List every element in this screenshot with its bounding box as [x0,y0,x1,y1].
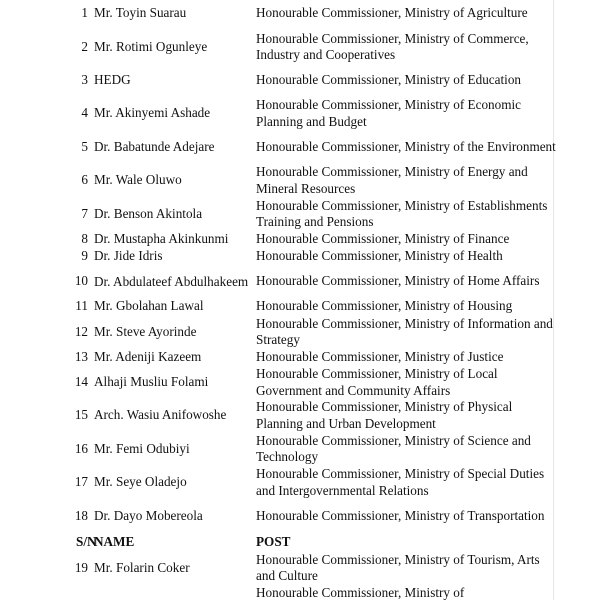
post-cell: Honourable Commissioner, Ministry of Local Government and Community Affairs [256,366,498,398]
sn-cell: 8 [81,231,88,247]
name-cell: Arch. Wasiu Anifowoshe [94,407,227,423]
table-row [0,164,560,197]
table-row [0,0,560,30]
name-cell: Alhaji Musliu Folami [94,374,209,390]
table-row [0,315,560,349]
table-row [0,231,560,248]
name-cell: Mr. Steve Ayorinde [94,323,197,339]
post-cell: Honourable Commissioner, Ministry of Economic Planning and Budget [256,97,522,129]
name-cell: Dr. Abdulateef Abdulhakeem [94,274,249,289]
sn-cell: 13 [74,349,88,365]
table-row [0,499,560,533]
post-cell: Honourable Commissioner, Ministry of Information and Strategy [256,315,553,347]
table-row [0,466,560,499]
sn-cell: 19 [74,559,88,575]
sn-cell: 12 [74,323,88,339]
table-row [0,399,560,432]
post-cell: Honourable Commissioner, Ministry of Housing [256,298,513,314]
name-cell: Dr. Dayo Mobereola [94,507,203,523]
name-cell: Dr. Mustapha Akinkunmi [94,231,229,247]
post-cell: Honourable Commissioner, Ministry of Establishments Training and Pensions [256,197,548,229]
table-header-row [0,533,560,551]
table-row [0,349,560,366]
name-cell: Mr. Femi Odubiyi [94,440,190,456]
table-row [0,248,560,265]
sn-cell: 14 [74,374,88,390]
table-row [0,197,560,231]
name-cell: Dr. Babatunde Adejare [94,138,215,154]
post-cell: Honourable Commissioner, Ministry of [256,585,465,600]
table-row [0,366,560,399]
table-row [0,265,560,298]
table-row [0,551,560,585]
post-cell: Honourable Commissioner, Ministry of Education [256,72,522,88]
table-row [0,30,560,64]
table-row [0,64,560,97]
post-cell: Honourable Commissioner, Ministry of Transportation [256,507,545,523]
post-cell: Honourable Commissioner, Ministry of Health [256,248,503,264]
post-cell: Honourable Commissioner, Ministry of Tourism, Arts and Culture [256,551,540,583]
name-cell: Mr. Adeniji Kazeem [94,349,202,365]
table-row [0,432,560,466]
table-row [0,585,560,600]
sn-cell: 1 [81,5,88,21]
sn-cell: 3 [81,72,88,88]
sn-cell: 5 [81,138,88,154]
name-cell: Mr. Folarin Coker [94,559,190,575]
name-cell: Mr. Seye Oladejo [94,474,187,490]
sn-cell: 9 [81,248,88,264]
sn-cell: 18 [74,507,88,523]
post-header: POST [256,533,291,549]
post-cell: Honourable Commissioner, Ministry of Physical Planning and Urban Development [256,399,513,431]
post-cell: Honourable Commissioner, Ministry of Energy and Mineral Resources [256,164,528,196]
name-cell: Dr. Benson Akintola [94,205,203,221]
post-cell: Honourable Commissioner, Ministry of Special Duties and Intergovernmental Relations [256,466,545,498]
post-cell: Honourable Commissioner, Ministry of Agriculture [256,5,528,21]
sn-cell: 6 [81,172,88,188]
post-cell: Honourable Commissioner, Ministry of Science and Technology [256,432,531,464]
name-cell: Dr. Jide Idris [94,248,163,264]
sn-cell: 15 [74,407,88,423]
sn-cell: 4 [81,105,88,121]
sn-cell: 7 [81,205,88,221]
name-header: NAME [94,533,135,549]
name-cell: Mr. Akinyemi Ashade [94,105,211,121]
post-cell: Honourable Commissioner, Ministry of the Environment [256,138,556,154]
name-cell: Mr. Toyin Suarau [94,5,187,21]
table-row [0,130,560,164]
sn-cell: 10 [74,273,88,289]
name-cell: Mr. Gbolahan Lawal [94,298,204,314]
sn-cell: 16 [74,440,88,456]
sn-cell: 11 [75,298,88,314]
name-cell [94,585,256,600]
post-cell: Honourable Commissioner, Ministry of Finance [256,231,510,247]
post-cell: Honourable Commissioner, Ministry of Commerce, Industry and Cooperatives [256,30,529,62]
sn-cell [0,585,94,600]
sn-cell: 2 [81,38,88,54]
sn-cell: 17 [74,474,88,490]
sn-header: S/N [76,533,97,549]
name-cell: Mr. Rotimi Ogunleye [94,38,208,54]
table-row [0,298,560,315]
post-cell: Honourable Commissioner, Ministry of Justice [256,349,504,365]
name-cell: Mr. Wale Oluwo [94,172,182,188]
post-cell: Honourable Commissioner, Ministry of Home Affairs [256,273,540,289]
name-cell: HEDG [94,72,131,88]
table-row [0,97,560,130]
